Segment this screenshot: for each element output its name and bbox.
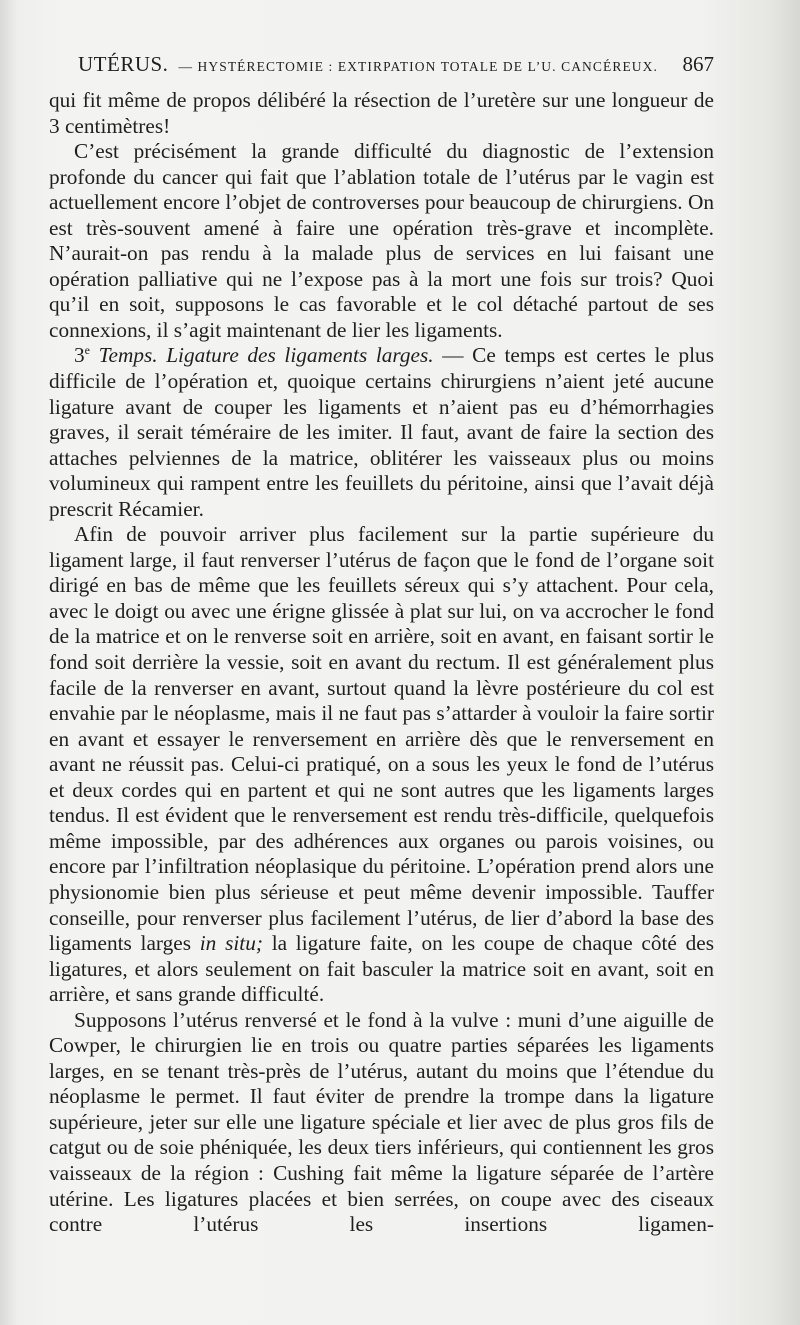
running-header — [78, 52, 714, 82]
header-subtitle: — HYSTÉRECTOMIE : EXTIRPATION TOTALE DE L’U. CANCÉREUX. — [178, 59, 658, 74]
paragraph-reversal — [49, 522, 714, 1007]
reversal-text-start: Afin de pouvoir arriver plus facilement sur la partie supérieure du ligament large, il faut renverser l’utérus de façon que le fond de l’organe soit dirigé en bas de même que les feuillets séreux qui s’y attachent. Pour cela, avec le doigt ou avec une érigne glissée à plat sur lui, on va accrocher le fond de la matrice et on le renverse soit en arrière, soit en avant, en faisant sortir le fond soit derrière la vessie, soit en avant du rectum. Il est généralement plus facile de la renverser en avant, surtout quand la lèvre postérieure du col est envahie par le néoplasme, mais il ne faut pas s’attarder à vouloir la faire sortir en avant et essayer le renversement en arrière dès que le renversement en avant ne réussit pas. Celui-ci pratiqué, on a sous les yeux le fond de l’utérus et deux cordes qui en partent et qui ne sont autres que les ligaments larges tendus. Il est évident que le renversement est rendu très-difficile, quelquefois même impossible, par des adhérences aux organes ou parois voisines, ou encore par l’infiltration néoplasique du péritoine. L’opération prend alors une physionomie bien plus sérieuse et peut même devenir impossible. Tauffer conseille, pour renverser plus facilement l’utérus, de lier d’abord la base des ligaments larges — [49, 522, 714, 956]
step-text: — Ce temps est certes le plus difficile de l’opération et, quoique certains chirurgiens n’aient jeté aucune ligature avant de couper les ligaments et n’aient pas eu d’hémorrhagies graves, il serait téméraire de les imiter. Il faut, avant de faire la section des attaches pelviennes de la matrice, oblitérer les vaisseaux plus ou moins volumineux qui rampent entre les feuillets du péritoine, ainsi que l’avait déjà prescrit Récamier. — [49, 343, 714, 521]
paragraph-third-step — [49, 343, 714, 522]
paragraph-diagnostic: C’est précisément la grande difficulté du diagnostic de l’extension profonde du cancer qui fait que l’ablation totale de l’utérus par le vagin est actuellement encore l’objet de controverses pour beaucoup de chirurgiens. On est très-souvent amené à faire une opération très-grave et incomplète. N’aurait-on pas rendu à la malade plus de services en lui faisant une opération palliative qui ne l’expose pas à la mort une fois sur trois? Quoi qu’il en soit, supposons le cas favorable et le col détaché partout de ses connexions, il s’agit maintenant de lier les ligaments. — [49, 139, 714, 342]
paragraph-continuation: qui fit même de propos délibéré la résection de l’uretère sur une longueur de 3 centimètres! — [49, 88, 714, 138]
body-text — [49, 88, 714, 1238]
reversal-text-end: la ligature faite, on les coupe de chaque côté des ligatures, et alors seulement on fait basculer la matrice soit en avant, soit en arrière, et sans grande difficulté. — [49, 931, 714, 1007]
reversal-italic: in situ; — [199, 931, 263, 956]
paragraph-ligature: Supposons l’utérus renversé et le fond à la vulve : muni d’une aiguille de Cowper, le chirurgien lie en trois ou quatre parties séparées les ligaments larges, en se tenant très-près de l’utérus, autant du moins que l’étendue du néoplasme le permet. Il faut éviter de prendre la trompe dans la ligature supérieure, jeter sur elle une ligature spéciale et lier avec de plus gros fils de catgut ou de soie phéniquée, les deux tiers inférieurs, qui contiennent les gros vaisseaux de la région : Cushing fait même la ligature séparée de l’artère utérine. Les ligatures placées et bien serrées, on coupe avec des ciseaux contre l’utérus les insertions ligamen- — [49, 1007, 714, 1237]
step-ordinal-suffix: e — [84, 343, 90, 358]
header-title: UTÉRUS. — [78, 52, 169, 76]
page-number: 867 — [682, 52, 714, 76]
step-number: 3 — [74, 343, 85, 368]
step-heading: Temps. Ligature des ligaments larges. — [98, 343, 434, 368]
